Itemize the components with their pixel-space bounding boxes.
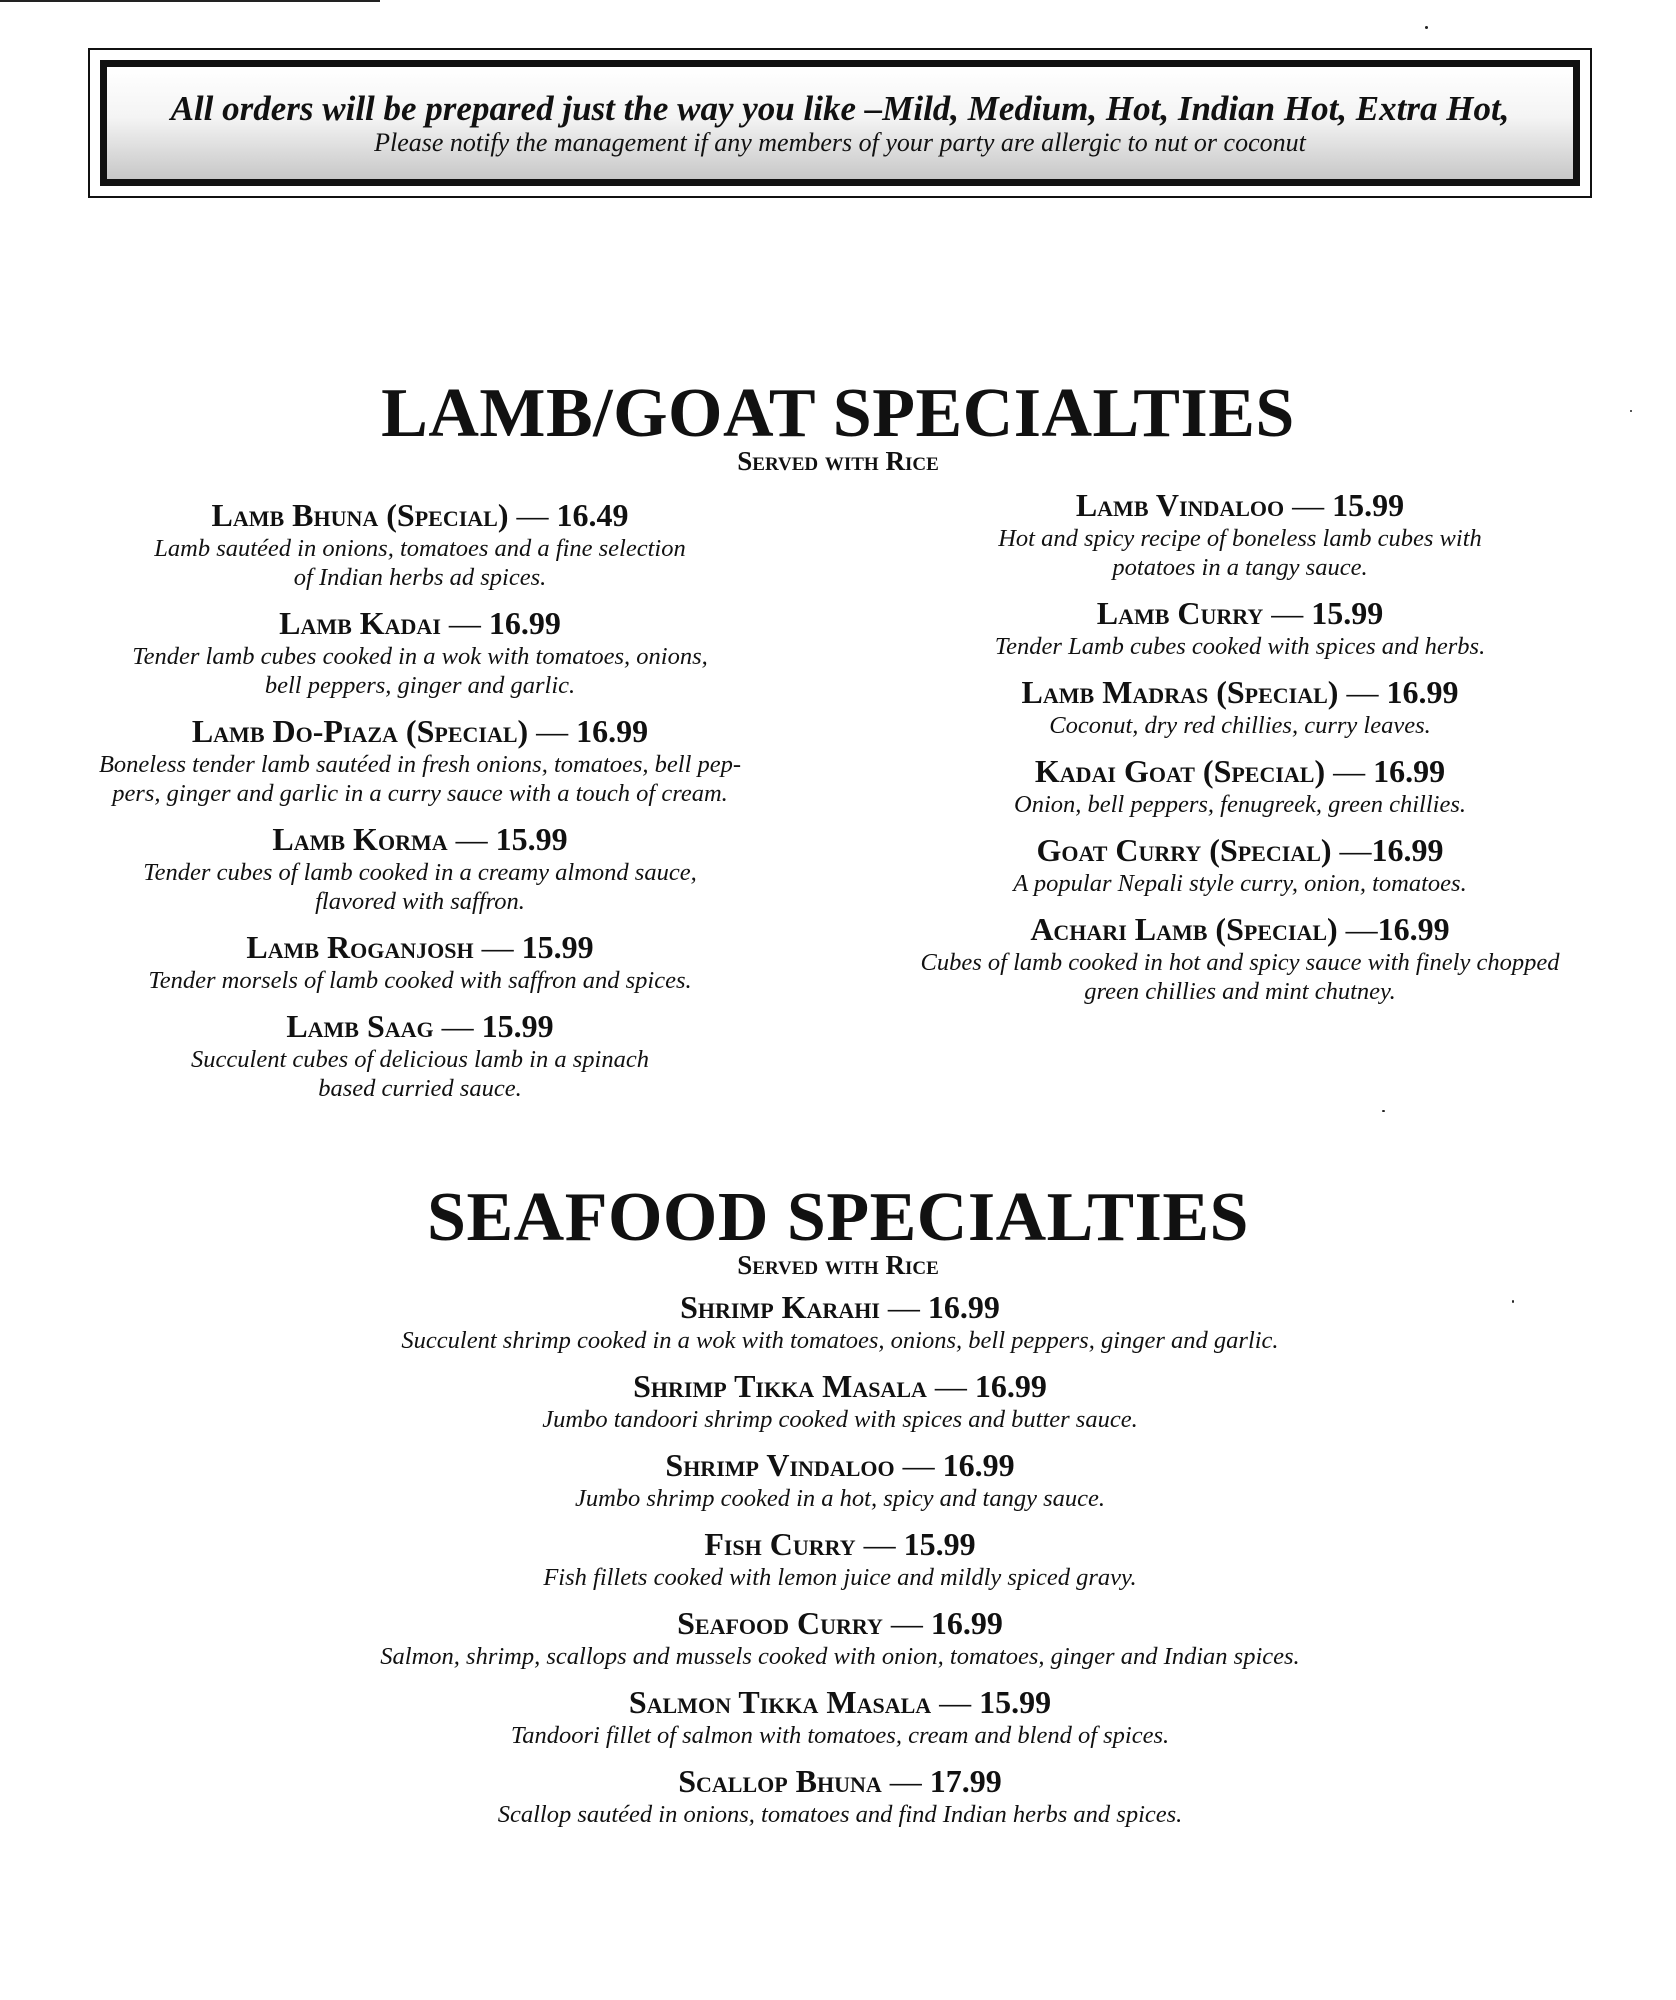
menu-item: [90, 1007, 750, 1103]
menu-item-price: 16.99: [488, 605, 561, 641]
scan-speck: [1512, 1300, 1514, 1303]
price-separator: —: [1284, 487, 1333, 523]
menu-item-name: Shrimp Karahi: [680, 1289, 880, 1325]
menu-item-heading: [140, 1762, 1540, 1800]
menu-item-heading: [140, 1288, 1540, 1326]
menu-item-heading: [90, 712, 750, 750]
menu-item-description: Boneless tender lamb sautéed in fresh onions, tomatoes, bell pep-: [98, 751, 742, 778]
menu-item: [140, 1683, 1540, 1750]
menu-item-heading: [140, 1683, 1540, 1721]
menu-item-name: Lamb Korma: [272, 821, 448, 857]
scan-speck: [1425, 26, 1428, 29]
menu-item-heading: [90, 604, 750, 642]
price-separator: —: [855, 1526, 904, 1562]
notice-spice-levels: All orders will be prepared just the way you like –Mild, Medium, Hot, Indian Hot, Extra Hot,: [170, 89, 1510, 128]
menu-item-description: Lamb sautéed in onions, tomatoes and a fine selection: [154, 535, 686, 562]
menu-item-description: potatoes in a tangy sauce.: [1112, 554, 1368, 581]
menu-item: [90, 820, 750, 916]
menu-item-price: 16.99: [1373, 753, 1446, 789]
lamb-left-column: [90, 496, 750, 1115]
menu-item-heading: [850, 594, 1630, 632]
menu-item: [140, 1288, 1540, 1355]
menu-item-name: Achari Lamb (Special): [1030, 911, 1338, 947]
menu-item-price: 16.99: [1386, 674, 1459, 710]
price-separator: —: [1263, 595, 1312, 631]
menu-item-price: 15.99: [495, 821, 568, 857]
menu-item: [90, 604, 750, 700]
seafood-column: [140, 1288, 1540, 1841]
lamb-section-title: LAMB/GOAT SPECIALTIES: [381, 375, 1295, 452]
price-separator: —: [528, 713, 577, 749]
menu-item-heading: [850, 910, 1630, 948]
menu-item: [140, 1762, 1540, 1829]
price-separator: —: [931, 1684, 980, 1720]
menu-item-price: 15.99: [979, 1684, 1052, 1720]
menu-item-name: Goat Curry (Special): [1036, 832, 1332, 868]
menu-item-price: 15.99: [903, 1526, 976, 1562]
notice-allergy: Please notify the management if any members of your party are allergic to nut or coconut: [374, 128, 1306, 157]
menu-item-description: Coconut, dry red chillies, curry leaves.: [1049, 712, 1431, 739]
price-separator: —: [1325, 753, 1374, 789]
price-separator: —: [881, 1763, 930, 1799]
menu-item-price: 16.49: [556, 497, 629, 533]
menu-item-name: Fish Curry: [704, 1526, 856, 1562]
price-separator: —: [926, 1368, 975, 1404]
price-separator: —: [882, 1605, 931, 1641]
menu-item: [850, 752, 1630, 819]
menu-item: [90, 496, 750, 592]
notice-box: [88, 48, 1592, 198]
menu-item-description: of Indian herbs ad spices.: [293, 564, 547, 591]
menu-item-heading: [140, 1525, 1540, 1563]
menu-item-heading: [90, 496, 750, 534]
price-separator: —: [1338, 674, 1387, 710]
menu-item-description: Succulent cubes of delicious lamb in a spinach: [191, 1046, 649, 1073]
menu-item-description: flavored with saffron.: [315, 888, 525, 915]
price-separator: —: [440, 605, 489, 641]
menu-item-price: 16.99: [1371, 832, 1444, 868]
menu-item-name: Kadai Goat (Special): [1034, 753, 1326, 789]
menu-item-price: 15.99: [1311, 595, 1384, 631]
scan-speck: [1382, 1110, 1385, 1112]
menu-item: [140, 1604, 1540, 1671]
price-separator: —: [879, 1289, 928, 1325]
menu-item-description: pers, ginger and garlic in a curry sauce with a touch of cream.: [112, 780, 728, 807]
menu-item-description: based curried sauce.: [318, 1075, 522, 1102]
menu-item-description: bell peppers, ginger and garlic.: [264, 672, 576, 699]
menu-item-price: 16.99: [930, 1605, 1003, 1641]
menu-item-name: Lamb Vindaloo: [1075, 487, 1285, 523]
price-separator: —: [894, 1447, 943, 1483]
menu-item: [850, 486, 1630, 582]
price-separator: —: [447, 821, 496, 857]
menu-item-price: 16.99: [974, 1368, 1047, 1404]
menu-item-name: Lamb Bhuna (Special): [211, 497, 509, 533]
lamb-section-subtitle: Served with Rice: [737, 446, 939, 476]
menu-item-heading: [140, 1367, 1540, 1405]
menu-item-description: Tender morsels of lamb cooked with saffron and spices.: [148, 967, 692, 994]
menu-item-name: Lamb Do-Piaza (Special): [191, 713, 529, 749]
seafood-section-title: SEAFOOD SPECIALTIES: [427, 1179, 1249, 1256]
menu-item-description: Tender Lamb cubes cooked with spices and herbs.: [994, 633, 1486, 660]
menu-item-name: Lamb Curry: [1096, 595, 1264, 631]
menu-item-description: Jumbo shrimp cooked in a hot, spicy and tangy sauce.: [574, 1485, 1106, 1512]
menu-item: [140, 1446, 1540, 1513]
menu-item: [140, 1367, 1540, 1434]
menu-item-description: Fish fillets cooked with lemon juice and mildly spiced gravy.: [543, 1564, 1137, 1591]
menu-item-name: Lamb Saag: [286, 1008, 434, 1044]
menu-item-heading: [850, 831, 1630, 869]
menu-item: [850, 594, 1630, 661]
menu-item: [90, 712, 750, 808]
menu-item-name: Lamb Kadai: [279, 605, 441, 641]
menu-item-price: 15.99: [1332, 487, 1405, 523]
menu-item-heading: [90, 928, 750, 966]
menu-item-heading: [90, 820, 750, 858]
menu-item-description: Cubes of lamb cooked in hot and spicy sauce with finely chopped: [920, 949, 1560, 976]
menu-item: [850, 831, 1630, 898]
seafood-section-subtitle: Served with Rice: [737, 1250, 939, 1280]
price-separator: —: [1337, 911, 1378, 947]
menu-item-description: Hot and spicy recipe of boneless lamb cubes with: [998, 525, 1482, 552]
scan-speck: [1630, 410, 1632, 412]
price-separator: —: [1331, 832, 1372, 868]
menu-item-price: 16.99: [1377, 911, 1450, 947]
menu-item-description: Succulent shrimp cooked in a wok with tomatoes, onions, bell peppers, ginger and garlic.: [401, 1327, 1279, 1354]
menu-item-heading: [140, 1604, 1540, 1642]
menu-item-description: A popular Nepali style curry, onion, tomatoes.: [1013, 870, 1467, 897]
menu-item-heading: [140, 1446, 1540, 1484]
menu-item-heading: [850, 673, 1630, 711]
lamb-right-column: [850, 486, 1630, 1018]
menu-item-price: 15.99: [481, 1008, 554, 1044]
menu-item-name: Shrimp Tikka Masala: [633, 1368, 927, 1404]
menu-item-name: Scallop Bhuna: [678, 1763, 882, 1799]
menu-item-description: Salmon, shrimp, scallops and mussels cooked with onion, tomatoes, ginger and Indian spices.: [380, 1643, 1300, 1670]
menu-item-description: Tandoori fillet of salmon with tomatoes, cream and blend of spices.: [510, 1722, 1170, 1749]
menu-item-price: 16.99: [942, 1447, 1015, 1483]
price-separator: —: [508, 497, 557, 533]
menu-item-name: Salmon Tikka Masala: [628, 1684, 932, 1720]
scan-edge-line: [0, 0, 380, 2]
menu-item: [90, 928, 750, 995]
menu-item-price: 16.99: [927, 1289, 1000, 1325]
menu-item: [850, 673, 1630, 740]
menu-item-price: 17.99: [929, 1763, 1002, 1799]
menu-item-name: Shrimp Vindaloo: [665, 1447, 895, 1483]
menu-item-description: Scallop sautéed in onions, tomatoes and find Indian herbs and spices.: [497, 1801, 1183, 1828]
menu-item-price: 16.99: [576, 713, 649, 749]
price-separator: —: [473, 929, 522, 965]
price-separator: —: [433, 1008, 482, 1044]
menu-item-heading: [850, 752, 1630, 790]
menu-item-name: Seafood Curry: [677, 1605, 883, 1641]
notice-box-inner: [100, 60, 1580, 186]
menu-item-description: Tender lamb cubes cooked in a wok with tomatoes, onions,: [132, 643, 708, 670]
menu-item-heading: [850, 486, 1630, 524]
menu-item: [140, 1525, 1540, 1592]
menu-item-name: Lamb Roganjosh: [246, 929, 474, 965]
menu-item-description: green chillies and mint chutney.: [1084, 978, 1396, 1005]
menu-item-heading: [90, 1007, 750, 1045]
menu-item-description: Tender cubes of lamb cooked in a creamy almond sauce,: [143, 859, 697, 886]
menu-item-name: Lamb Madras (Special): [1021, 674, 1339, 710]
menu-item-price: 15.99: [521, 929, 594, 965]
menu-item-description: Jumbo tandoori shrimp cooked with spices and butter sauce.: [542, 1406, 1138, 1433]
menu-item: [850, 910, 1630, 1006]
menu-item-description: Onion, bell peppers, fenugreek, green chillies.: [1014, 791, 1466, 818]
